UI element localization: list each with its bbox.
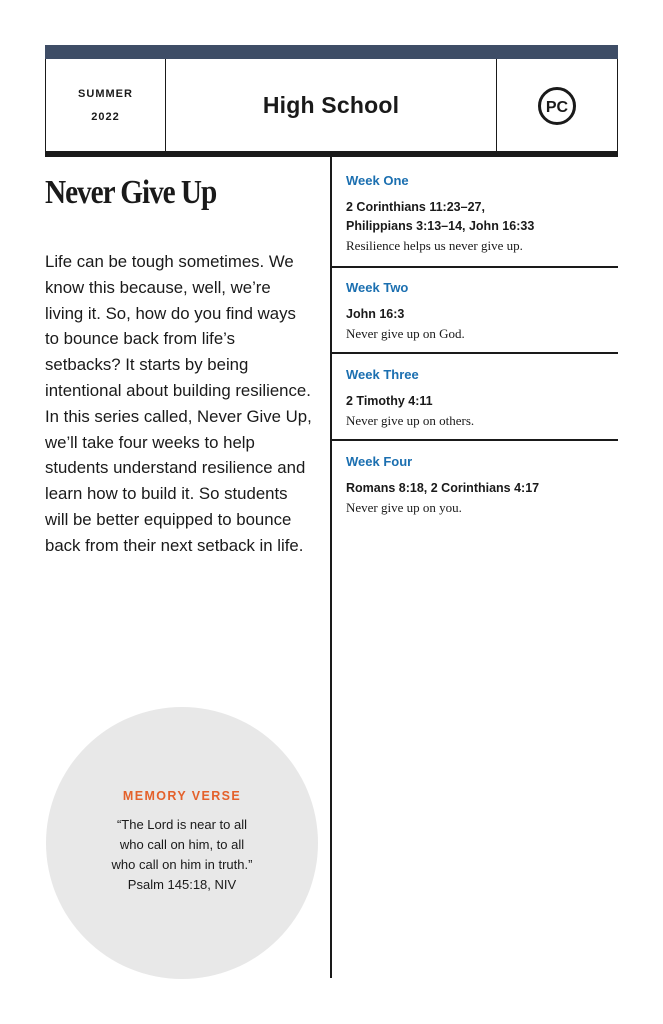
week-scripture <box>346 198 611 236</box>
title-cell <box>166 59 497 152</box>
season-cell <box>46 59 166 152</box>
week-summary: Never give up on you. <box>346 500 462 515</box>
verse-reference: Psalm 145:18, NIV <box>127 877 237 892</box>
week-three-section <box>331 353 618 439</box>
week-label: Week Two <box>346 280 409 295</box>
scripture-line: 2 Corinthians 11:23–27, <box>346 200 485 214</box>
week-two-section <box>331 267 618 353</box>
week-four-section <box>331 440 618 530</box>
week-summary: Never give up on others. <box>346 413 475 428</box>
page-title: High School <box>262 92 400 118</box>
week-one-section <box>331 157 618 267</box>
pc-logo-icon <box>537 86 577 126</box>
logo-cell <box>497 59 617 152</box>
verse-line: who call on him, to all <box>119 837 245 852</box>
top-color-bar <box>45 45 618 59</box>
week-label: Week Three <box>346 367 419 382</box>
week-scripture: Romans 8:18, 2 Corinthians 4:17 <box>346 481 540 495</box>
verse-line: “The Lord is near to all <box>116 817 248 832</box>
season-label: SUMMER <box>78 88 133 100</box>
memory-verse-text <box>46 815 318 895</box>
week-scripture: John 16:3 <box>346 307 405 321</box>
week-label: Week One <box>346 173 409 188</box>
scripture-line: Philippians 3:13–14, John 16:33 <box>346 219 535 233</box>
year-label: 2022 <box>91 111 120 123</box>
week-scripture: 2 Timothy 4:11 <box>346 394 433 408</box>
week-label: Week Four <box>346 454 413 469</box>
series-title: Never Give Up <box>45 174 217 211</box>
week-summary: Never give up on God. <box>346 326 465 341</box>
week-summary: Resilience helps us never give up. <box>346 238 523 253</box>
series-intro: Life can be tough sometimes. We know this because, well, we’re living it. So, how do you find ways to bounce back from life’s setbacks? It starts by being intentional about building resilience. In this series called, Never Give Up, we’ll take four weeks to help students understand resilience and learn how to build it. So students will be better equipped to bounce back from their next setback in life. <box>45 252 312 555</box>
page-header <box>45 59 618 152</box>
logo-text: PC <box>545 98 569 116</box>
verse-line: who call on him in truth.” <box>111 857 253 872</box>
memory-verse-label: MEMORY VERSE <box>122 789 242 803</box>
